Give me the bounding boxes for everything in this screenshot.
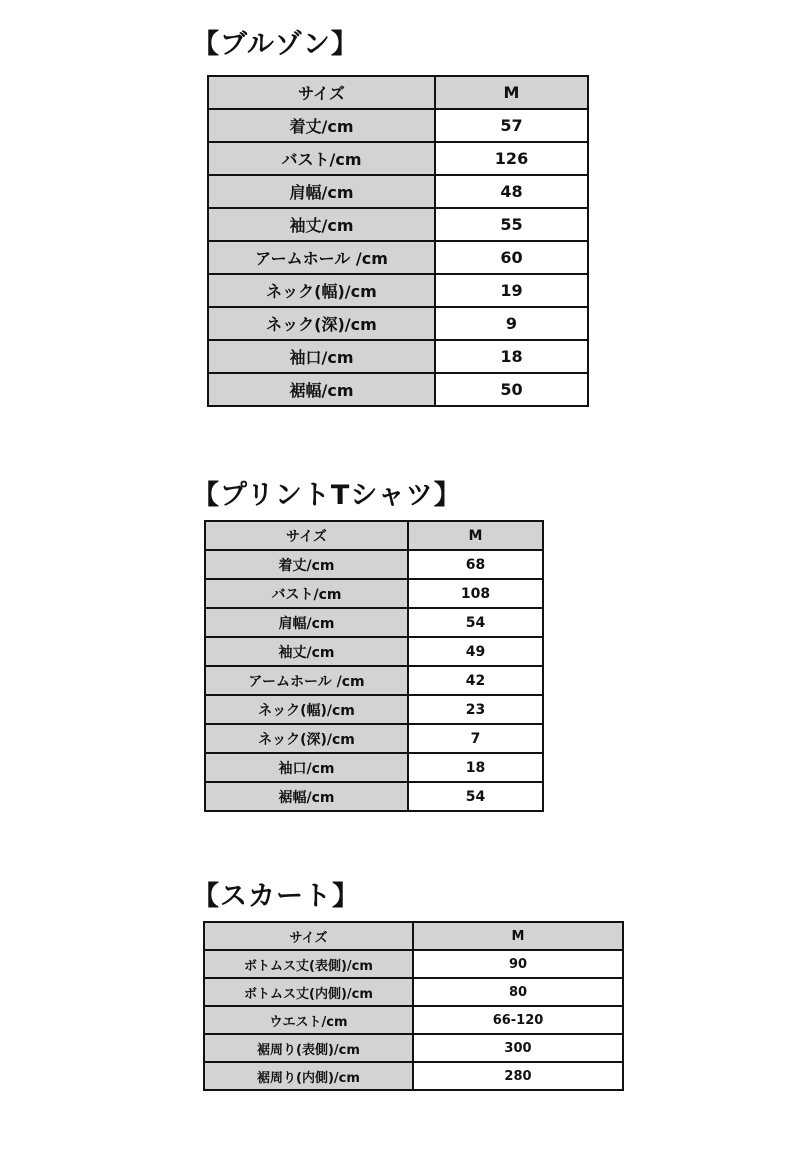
measurement-label-cell: アームホール /cm bbox=[208, 241, 435, 274]
size-m-header-cell: M bbox=[413, 922, 623, 950]
measurement-value-cell: 280 bbox=[413, 1062, 623, 1090]
measurement-label-cell: 裾周り(内側)/cm bbox=[204, 1062, 413, 1090]
table-row bbox=[208, 241, 588, 274]
measurement-value-cell: 18 bbox=[408, 753, 543, 782]
measurement-label-cell: 肩幅/cm bbox=[208, 175, 435, 208]
size-table-print-tshirt bbox=[204, 520, 544, 812]
table-row bbox=[204, 1062, 623, 1090]
measurement-value-cell: 49 bbox=[408, 637, 543, 666]
measurement-label-cell: ボトムス丈(表側)/cm bbox=[204, 950, 413, 978]
measurement-label-cell: ボトムス丈(内側)/cm bbox=[204, 978, 413, 1006]
measurement-value-cell: 80 bbox=[413, 978, 623, 1006]
table-header-row bbox=[208, 76, 588, 109]
measurement-label-cell: ネック(深)/cm bbox=[208, 307, 435, 340]
measurement-value-cell: 54 bbox=[408, 608, 543, 637]
table-row bbox=[205, 608, 543, 637]
measurement-label-cell: 裾幅/cm bbox=[208, 373, 435, 406]
size-m-header-cell: M bbox=[408, 521, 543, 550]
table-row bbox=[204, 1006, 623, 1034]
measurement-value-cell: 7 bbox=[408, 724, 543, 753]
measurement-value-cell: 54 bbox=[408, 782, 543, 811]
table-header-row bbox=[205, 521, 543, 550]
measurement-label-cell: 袖丈/cm bbox=[208, 208, 435, 241]
measurement-value-cell: 68 bbox=[408, 550, 543, 579]
table-row bbox=[208, 142, 588, 175]
table-row bbox=[208, 109, 588, 142]
measurement-value-cell: 50 bbox=[435, 373, 588, 406]
table-row bbox=[205, 782, 543, 811]
measurement-value-cell: 108 bbox=[408, 579, 543, 608]
size-header-cell: サイズ bbox=[208, 76, 435, 109]
size-header-cell: サイズ bbox=[204, 922, 413, 950]
size-m-header-cell: M bbox=[435, 76, 588, 109]
measurement-value-cell: 66-120 bbox=[413, 1006, 623, 1034]
measurement-value-cell: 9 bbox=[435, 307, 588, 340]
measurement-value-cell: 126 bbox=[435, 142, 588, 175]
measurement-value-cell: 60 bbox=[435, 241, 588, 274]
measurement-value-cell: 55 bbox=[435, 208, 588, 241]
size-table-skirt bbox=[203, 921, 624, 1091]
table-row bbox=[208, 340, 588, 373]
table-row bbox=[204, 978, 623, 1006]
table-row bbox=[204, 1034, 623, 1062]
measurement-label-cell: ネック(幅)/cm bbox=[205, 695, 408, 724]
measurement-value-cell: 48 bbox=[435, 175, 588, 208]
table-row bbox=[205, 724, 543, 753]
measurement-label-cell: ウエスト/cm bbox=[204, 1006, 413, 1034]
measurement-value-cell: 90 bbox=[413, 950, 623, 978]
measurement-value-cell: 18 bbox=[435, 340, 588, 373]
measurement-value-cell: 300 bbox=[413, 1034, 623, 1062]
measurement-value-cell: 42 bbox=[408, 666, 543, 695]
measurement-label-cell: 裾周り(表側)/cm bbox=[204, 1034, 413, 1062]
table-row bbox=[208, 274, 588, 307]
measurement-label-cell: 裾幅/cm bbox=[205, 782, 408, 811]
size-table-blouson bbox=[207, 75, 589, 407]
table-row bbox=[205, 579, 543, 608]
table-header-row bbox=[204, 922, 623, 950]
table-row bbox=[208, 208, 588, 241]
table-row bbox=[204, 950, 623, 978]
table-row bbox=[208, 307, 588, 340]
measurement-label-cell: ネック(幅)/cm bbox=[208, 274, 435, 307]
measurement-label-cell: 着丈/cm bbox=[208, 109, 435, 142]
table-row bbox=[205, 666, 543, 695]
measurement-label-cell: 着丈/cm bbox=[205, 550, 408, 579]
measurement-label-cell: バスト/cm bbox=[208, 142, 435, 175]
measurement-label-cell: バスト/cm bbox=[205, 579, 408, 608]
size-header-cell: サイズ bbox=[205, 521, 408, 550]
table-row bbox=[205, 695, 543, 724]
table-row bbox=[205, 637, 543, 666]
measurement-label-cell: 袖口/cm bbox=[205, 753, 408, 782]
table-row bbox=[208, 175, 588, 208]
measurement-label-cell: 袖丈/cm bbox=[205, 637, 408, 666]
measurement-value-cell: 57 bbox=[435, 109, 588, 142]
section-title-skirt: 【スカート】 bbox=[192, 881, 360, 912]
measurement-label-cell: 肩幅/cm bbox=[205, 608, 408, 637]
section-title-print-tshirt: 【プリントTシャツ】 bbox=[192, 480, 462, 511]
measurement-label-cell: ネック(深)/cm bbox=[205, 724, 408, 753]
table-row bbox=[205, 753, 543, 782]
section-title-blouson: 【ブルゾン】 bbox=[192, 29, 359, 60]
measurement-label-cell: 袖口/cm bbox=[208, 340, 435, 373]
measurement-label-cell: アームホール /cm bbox=[205, 666, 408, 695]
measurement-value-cell: 19 bbox=[435, 274, 588, 307]
measurement-value-cell: 23 bbox=[408, 695, 543, 724]
table-row bbox=[208, 373, 588, 406]
table-row bbox=[205, 550, 543, 579]
